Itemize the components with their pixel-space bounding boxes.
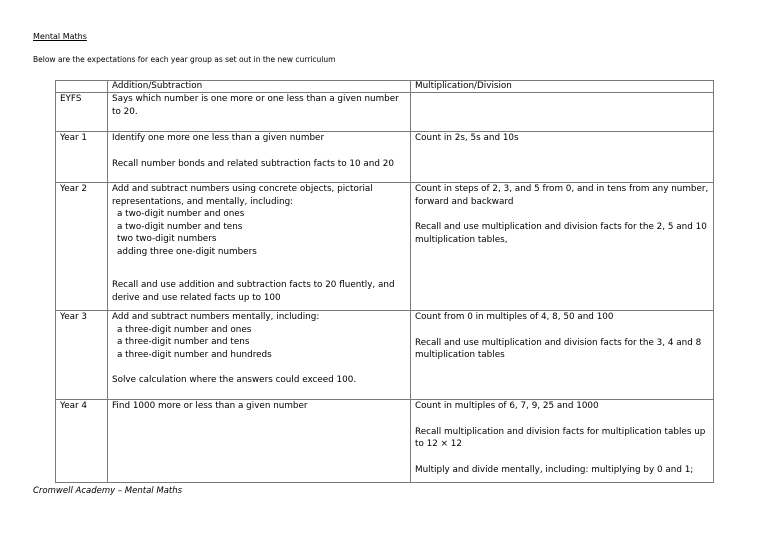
- multiplication-text: Count from 0 in multiples of 4, 8, 50 and 100: [415, 312, 614, 322]
- addition-text: Recall and use addition and subtraction facts to 20 fluently, and derive and use related facts up to 100: [112, 280, 395, 303]
- list-item: a two-digit number and tens: [117, 221, 243, 232]
- addition-text: Recall number bonds and related subtraction facts to 10 and 20: [112, 158, 394, 169]
- addition-cell: [108, 311, 411, 400]
- multiplication-cell: [411, 132, 714, 183]
- table-row-year-4: [56, 400, 714, 483]
- header-year: [56, 81, 108, 93]
- intro-text: Below are the expectations for each year group as set out in the new curriculum: [33, 55, 336, 64]
- multiplication-cell: [411, 311, 714, 400]
- multiplication-text: Recall and use multiplication and division facts for the 3, 4 and 8 multiplication tables: [415, 337, 702, 360]
- multiplication-cell: [411, 183, 714, 311]
- curriculum-table: [55, 80, 714, 483]
- year-label: EYFS: [56, 93, 108, 132]
- table-row-year-3: [56, 311, 714, 400]
- addition-text: Add and subtract numbers using concrete objects, pictorial representations, and mentally, including:: [112, 184, 373, 207]
- header-addition-subtraction: Addition/Subtraction: [108, 81, 411, 93]
- page-footer: Cromwell Academy – Mental Maths: [33, 486, 183, 496]
- list-item: a three-digit number and tens: [117, 337, 250, 347]
- table-row-eyfs: [56, 93, 714, 132]
- header-multiplication-division: Multiplication/Division: [411, 81, 714, 93]
- addition-text: Says which number is one more or one less than a given number to 20.: [112, 94, 399, 117]
- list-item: two two-digit numbers: [117, 234, 217, 244]
- addition-cell: [108, 183, 411, 311]
- year-label: Year 3: [56, 311, 108, 400]
- multiplication-text: Recall and use multiplication and division facts for the 2, 5 and 10 multiplication tables,: [415, 222, 707, 245]
- addition-cell: [108, 93, 411, 132]
- multiplication-cell: [411, 400, 714, 483]
- year-label: Year 4: [56, 400, 108, 483]
- table-row-year-2: [56, 183, 714, 311]
- list-item: a three-digit number and hundreds: [117, 349, 272, 360]
- addition-cell: [108, 400, 411, 483]
- multiplication-text: Multiply and divide mentally, including: multiplying by 0 and 1;: [415, 464, 694, 475]
- addition-text: Identify one more one less than a given number: [112, 133, 325, 143]
- multiplication-cell: [411, 93, 714, 132]
- header-row: [56, 81, 714, 93]
- list-item: adding three one-digit numbers: [117, 246, 257, 257]
- addition-text: Find 1000 more or less than a given number: [112, 401, 308, 411]
- multiplication-text: Recall multiplication and division facts for multiplication tables up to 12 × 12: [415, 426, 706, 449]
- table-row-year-1: [56, 132, 714, 183]
- list-item: a two-digit number and ones: [117, 209, 245, 219]
- multiplication-text: Count in steps of 2, 3, and 5 from 0, and in tens from any number, forward and backward: [415, 184, 709, 207]
- year-label: Year 1: [56, 132, 108, 183]
- year-label: Year 2: [56, 183, 108, 311]
- addition-text: Add and subtract numbers mentally, including:: [112, 312, 320, 322]
- addition-cell: [108, 132, 411, 183]
- multiplication-text: Count in multiples of 6, 7, 9, 25 and 1000: [415, 401, 599, 411]
- document-title: Mental Maths: [33, 32, 87, 41]
- addition-text: Solve calculation where the answers could exceed 100.: [112, 375, 357, 385]
- multiplication-text: Count in 2s, 5s and 10s: [415, 133, 519, 143]
- list-item: a three-digit number and ones: [117, 324, 252, 335]
